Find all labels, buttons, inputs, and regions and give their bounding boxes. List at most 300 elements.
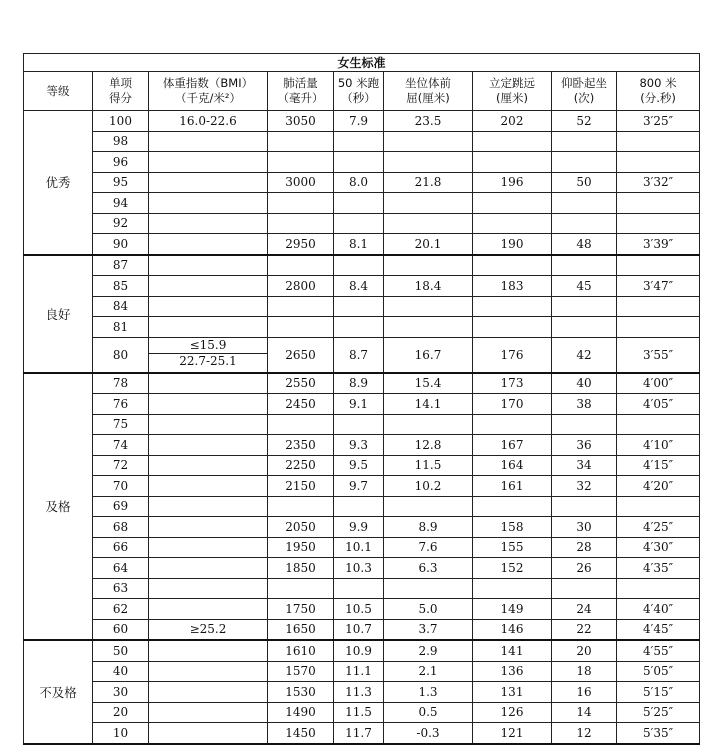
run-800m-cell: 4′05″: [617, 394, 700, 415]
score-cell: 94: [93, 193, 149, 214]
sit-ups-cell: 16: [552, 682, 617, 703]
header-line2: (次): [573, 91, 595, 105]
table-row: [24, 661, 700, 682]
header-run-800m: [617, 72, 700, 111]
run-800m-cell: [617, 152, 700, 173]
run-50m-cell: 8.4: [334, 276, 384, 297]
run-50m-cell: [334, 414, 384, 435]
lung-capacity-cell: 2350: [268, 435, 334, 456]
bmi-cell: [149, 213, 268, 234]
run-50m-cell: 9.7: [334, 476, 384, 497]
lung-capacity-cell: 1650: [268, 619, 334, 640]
run-800m-cell: 4′45″: [617, 619, 700, 640]
bmi-cell: [149, 435, 268, 456]
lung-capacity-cell: [268, 213, 334, 234]
sit-and-reach-cell: 3.7: [384, 619, 473, 640]
header-line1: 体重指数（BMI）: [162, 76, 254, 90]
sit-and-reach-cell: [384, 578, 473, 599]
run-50m-cell: 10.3: [334, 558, 384, 579]
lung-capacity-cell: 2050: [268, 517, 334, 538]
run-50m-cell: 9.5: [334, 455, 384, 476]
sit-and-reach-cell: [384, 193, 473, 214]
run-800m-cell: 5′35″: [617, 723, 700, 744]
sit-ups-cell: 38: [552, 394, 617, 415]
standing-long-jump-cell: 141: [473, 640, 552, 661]
bmi-cell: [149, 640, 268, 661]
bmi-cell: [149, 394, 268, 415]
score-cell: 50: [93, 640, 149, 661]
header-line1: 50 米跑: [337, 76, 380, 90]
run-50m-cell: [334, 131, 384, 152]
sit-ups-cell: [552, 213, 617, 234]
score-cell: 100: [93, 111, 149, 132]
standing-long-jump-cell: [473, 193, 552, 214]
sit-ups-cell: 24: [552, 599, 617, 620]
bmi-cell: [149, 337, 268, 373]
run-800m-cell: 4′10″: [617, 435, 700, 456]
lung-capacity-cell: 1950: [268, 537, 334, 558]
lung-capacity-cell: 2650: [268, 337, 334, 373]
standing-long-jump-cell: [473, 152, 552, 173]
score-cell: 64: [93, 558, 149, 579]
table-row: [24, 317, 700, 338]
sit-ups-cell: [552, 317, 617, 338]
bmi-cell: [149, 255, 268, 276]
sit-ups-cell: [552, 131, 617, 152]
lung-capacity-cell: 1610: [268, 640, 334, 661]
header-line2: （秒）: [341, 91, 376, 105]
sit-and-reach-cell: [384, 414, 473, 435]
table-row: [24, 723, 700, 744]
bmi-cell: [149, 193, 268, 214]
score-cell: 66: [93, 537, 149, 558]
score-cell: 62: [93, 599, 149, 620]
header-bmi: [149, 72, 268, 111]
run-50m-cell: [334, 213, 384, 234]
grade-label: 及格: [24, 373, 93, 641]
bmi-cell: [149, 172, 268, 193]
sit-ups-cell: [552, 578, 617, 599]
run-800m-cell: [617, 213, 700, 234]
header-line1: 800 米: [639, 76, 677, 90]
run-800m-cell: [617, 296, 700, 317]
sit-and-reach-cell: 14.1: [384, 394, 473, 415]
table-row: [24, 296, 700, 317]
standing-long-jump-cell: 173: [473, 373, 552, 394]
header-standing-long-jump: [473, 72, 552, 111]
standing-long-jump-cell: 158: [473, 517, 552, 538]
score-cell: 90: [93, 234, 149, 255]
header-line2: 得分: [109, 91, 132, 105]
lung-capacity-cell: 2150: [268, 476, 334, 497]
bmi-cell: [149, 578, 268, 599]
lung-capacity-cell: [268, 152, 334, 173]
run-800m-cell: [617, 496, 700, 517]
table-row: [24, 682, 700, 703]
run-800m-cell: 4′55″: [617, 640, 700, 661]
sit-ups-cell: 40: [552, 373, 617, 394]
bmi-cell: [149, 702, 268, 723]
sit-ups-cell: 26: [552, 558, 617, 579]
run-800m-cell: [617, 255, 700, 276]
standing-long-jump-cell: 170: [473, 394, 552, 415]
standing-long-jump-cell: 152: [473, 558, 552, 579]
bmi-cell: [149, 723, 268, 744]
sit-and-reach-cell: 11.5: [384, 455, 473, 476]
sit-ups-cell: 32: [552, 476, 617, 497]
lung-capacity-cell: 2550: [268, 373, 334, 394]
sit-and-reach-cell: 12.8: [384, 435, 473, 456]
standing-long-jump-cell: 131: [473, 682, 552, 703]
sit-and-reach-cell: 21.8: [384, 172, 473, 193]
score-cell: 80: [93, 337, 149, 373]
run-800m-cell: 4′20″: [617, 476, 700, 497]
lung-capacity-cell: 3000: [268, 172, 334, 193]
bmi-cell: 16.0-22.6: [149, 111, 268, 132]
sit-ups-cell: [552, 193, 617, 214]
table-row: [24, 152, 700, 173]
sit-and-reach-cell: 8.9: [384, 517, 473, 538]
table-row: [24, 496, 700, 517]
table-row: [24, 455, 700, 476]
table-row: [24, 172, 700, 193]
header-line1: 等级: [46, 83, 70, 98]
run-800m-cell: 3′39″: [617, 234, 700, 255]
run-800m-cell: [617, 317, 700, 338]
header-sit-ups: [552, 72, 617, 111]
lung-capacity-cell: [268, 578, 334, 599]
bmi-cell: ≥25.2: [149, 619, 268, 640]
standing-long-jump-cell: 136: [473, 661, 552, 682]
header-line1: 立定跳远: [489, 76, 535, 90]
sit-and-reach-cell: 23.5: [384, 111, 473, 132]
sit-and-reach-cell: [384, 296, 473, 317]
standing-long-jump-cell: 190: [473, 234, 552, 255]
run-50m-cell: 7.9: [334, 111, 384, 132]
standing-long-jump-cell: [473, 578, 552, 599]
bmi-range-low: ≤15.9: [149, 338, 267, 354]
table-row: [24, 517, 700, 538]
standing-long-jump-cell: 167: [473, 435, 552, 456]
header-line1: 肺活量: [283, 76, 318, 90]
run-800m-cell: 3′32″: [617, 172, 700, 193]
bmi-cell: [149, 276, 268, 297]
sit-ups-cell: 18: [552, 661, 617, 682]
standards-sheet: [23, 53, 699, 745]
bmi-cell: [149, 661, 268, 682]
score-cell: 96: [93, 152, 149, 173]
table-row: [24, 337, 700, 373]
bmi-cell: [149, 476, 268, 497]
score-cell: 68: [93, 517, 149, 538]
standing-long-jump-cell: 161: [473, 476, 552, 497]
score-cell: 78: [93, 373, 149, 394]
lung-capacity-cell: [268, 496, 334, 517]
standing-long-jump-cell: 164: [473, 455, 552, 476]
sit-ups-cell: 48: [552, 234, 617, 255]
standing-long-jump-cell: 202: [473, 111, 552, 132]
table-row: [24, 414, 700, 435]
table-row: [24, 476, 700, 497]
header-sit-and-reach: [384, 72, 473, 111]
table-row: [24, 213, 700, 234]
sit-and-reach-cell: [384, 131, 473, 152]
run-50m-cell: 8.1: [334, 234, 384, 255]
header-line2: (厘米): [496, 91, 528, 105]
lung-capacity-cell: 2950: [268, 234, 334, 255]
table-row: [24, 578, 700, 599]
bmi-cell: [149, 414, 268, 435]
run-800m-cell: 4′15″: [617, 455, 700, 476]
standing-long-jump-cell: [473, 496, 552, 517]
bmi-cell: [149, 455, 268, 476]
score-cell: 30: [93, 682, 149, 703]
run-50m-cell: [334, 317, 384, 338]
run-50m-cell: 9.3: [334, 435, 384, 456]
sit-and-reach-cell: 6.3: [384, 558, 473, 579]
score-cell: 98: [93, 131, 149, 152]
run-800m-cell: 3′55″: [617, 337, 700, 373]
run-50m-cell: [334, 296, 384, 317]
sit-ups-cell: 52: [552, 111, 617, 132]
table-row: [24, 193, 700, 214]
bmi-cell: [149, 682, 268, 703]
sit-and-reach-cell: [384, 213, 473, 234]
run-800m-cell: [617, 193, 700, 214]
run-800m-cell: 4′35″: [617, 558, 700, 579]
lung-capacity-cell: [268, 255, 334, 276]
run-50m-cell: 10.7: [334, 619, 384, 640]
sit-ups-cell: 50: [552, 172, 617, 193]
run-800m-cell: 4′30″: [617, 537, 700, 558]
run-800m-cell: 4′25″: [617, 517, 700, 538]
sit-and-reach-cell: 2.9: [384, 640, 473, 661]
score-cell: 63: [93, 578, 149, 599]
lung-capacity-cell: [268, 317, 334, 338]
header-line2: (分.秒): [640, 91, 676, 105]
sit-ups-cell: 22: [552, 619, 617, 640]
lung-capacity-cell: 1570: [268, 661, 334, 682]
sit-ups-cell: 14: [552, 702, 617, 723]
table-row: [24, 276, 700, 297]
standing-long-jump-cell: [473, 296, 552, 317]
run-50m-cell: [334, 255, 384, 276]
table-row: [24, 537, 700, 558]
sit-and-reach-cell: [384, 317, 473, 338]
lung-capacity-cell: 2250: [268, 455, 334, 476]
bmi-cell: [149, 296, 268, 317]
bmi-cell: [149, 152, 268, 173]
standing-long-jump-cell: [473, 317, 552, 338]
bmi-cell: [149, 537, 268, 558]
sit-and-reach-cell: 15.4: [384, 373, 473, 394]
standing-long-jump-cell: 149: [473, 599, 552, 620]
score-cell: 70: [93, 476, 149, 497]
run-50m-cell: [334, 152, 384, 173]
table-row: [24, 111, 700, 132]
header-score: [93, 72, 149, 111]
score-cell: 75: [93, 414, 149, 435]
lung-capacity-cell: [268, 131, 334, 152]
table-row: [24, 640, 700, 661]
sit-and-reach-cell: [384, 152, 473, 173]
table-row: [24, 702, 700, 723]
run-800m-cell: 4′00″: [617, 373, 700, 394]
sit-ups-cell: [552, 255, 617, 276]
standing-long-jump-cell: [473, 255, 552, 276]
lung-capacity-cell: 1530: [268, 682, 334, 703]
score-cell: 92: [93, 213, 149, 234]
sit-and-reach-cell: 20.1: [384, 234, 473, 255]
bmi-cell: [149, 517, 268, 538]
bmi-cell: [149, 317, 268, 338]
lung-capacity-cell: 1750: [268, 599, 334, 620]
sit-ups-cell: 34: [552, 455, 617, 476]
sit-and-reach-cell: 10.2: [384, 476, 473, 497]
run-800m-cell: 3′47″: [617, 276, 700, 297]
run-50m-cell: 11.5: [334, 702, 384, 723]
header-line2: （毫升）: [277, 91, 324, 105]
sit-ups-cell: [552, 296, 617, 317]
bmi-cell: [149, 373, 268, 394]
lung-capacity-cell: 2450: [268, 394, 334, 415]
bmi-cell: [149, 496, 268, 517]
score-cell: 69: [93, 496, 149, 517]
run-800m-cell: [617, 578, 700, 599]
score-cell: 20: [93, 702, 149, 723]
header-line1: 仰卧起坐: [561, 76, 607, 90]
table-row: [24, 558, 700, 579]
run-50m-cell: [334, 496, 384, 517]
lung-capacity-cell: 1450: [268, 723, 334, 744]
run-800m-cell: 4′40″: [617, 599, 700, 620]
sit-and-reach-cell: [384, 496, 473, 517]
header-line2: 屈(厘米): [406, 91, 450, 105]
score-cell: 60: [93, 619, 149, 640]
run-50m-cell: [334, 578, 384, 599]
bmi-cell: [149, 599, 268, 620]
run-50m-cell: 11.3: [334, 682, 384, 703]
standing-long-jump-cell: 196: [473, 172, 552, 193]
sit-and-reach-cell: 0.5: [384, 702, 473, 723]
run-800m-cell: 3′25″: [617, 111, 700, 132]
grade-label: 不及格: [24, 640, 93, 744]
standing-long-jump-cell: 146: [473, 619, 552, 640]
sit-and-reach-cell: 5.0: [384, 599, 473, 620]
lung-capacity-cell: 1490: [268, 702, 334, 723]
bmi-range-high: 22.7-25.1: [179, 353, 237, 368]
bmi-split: [149, 338, 267, 372]
run-800m-cell: 5′25″: [617, 702, 700, 723]
score-cell: 87: [93, 255, 149, 276]
sit-and-reach-cell: 18.4: [384, 276, 473, 297]
sit-ups-cell: 30: [552, 517, 617, 538]
sit-and-reach-cell: [384, 255, 473, 276]
score-cell: 40: [93, 661, 149, 682]
lung-capacity-cell: [268, 296, 334, 317]
run-50m-cell: 10.1: [334, 537, 384, 558]
standing-long-jump-cell: [473, 213, 552, 234]
sit-ups-cell: [552, 496, 617, 517]
score-cell: 95: [93, 172, 149, 193]
run-50m-cell: 9.1: [334, 394, 384, 415]
lung-capacity-cell: 2800: [268, 276, 334, 297]
bmi-cell: [149, 558, 268, 579]
sit-ups-cell: [552, 152, 617, 173]
sit-ups-cell: [552, 414, 617, 435]
standing-long-jump-cell: 121: [473, 723, 552, 744]
run-50m-cell: 9.9: [334, 517, 384, 538]
table-row: [24, 255, 700, 276]
run-50m-cell: 8.7: [334, 337, 384, 373]
grade-label: 优秀: [24, 111, 93, 255]
run-800m-cell: 5′05″: [617, 661, 700, 682]
sit-ups-cell: 36: [552, 435, 617, 456]
run-50m-cell: 8.9: [334, 373, 384, 394]
header-line2: （千克/米²）: [175, 91, 241, 105]
table-row: [24, 599, 700, 620]
standing-long-jump-cell: 126: [473, 702, 552, 723]
run-800m-cell: 5′15″: [617, 682, 700, 703]
run-50m-cell: 11.7: [334, 723, 384, 744]
female-standards-table: [23, 53, 700, 745]
run-800m-cell: [617, 131, 700, 152]
table-row: [24, 234, 700, 255]
standing-long-jump-cell: 183: [473, 276, 552, 297]
header-line1: 坐位体前: [405, 76, 451, 90]
standing-long-jump-cell: [473, 131, 552, 152]
sit-and-reach-cell: 1.3: [384, 682, 473, 703]
sit-ups-cell: 42: [552, 337, 617, 373]
score-cell: 85: [93, 276, 149, 297]
sit-ups-cell: 45: [552, 276, 617, 297]
standing-long-jump-cell: 176: [473, 337, 552, 373]
run-50m-cell: 8.0: [334, 172, 384, 193]
header-line1: 单项: [109, 76, 132, 90]
run-50m-cell: [334, 193, 384, 214]
lung-capacity-cell: [268, 193, 334, 214]
sit-ups-cell: 28: [552, 537, 617, 558]
score-cell: 81: [93, 317, 149, 338]
lung-capacity-cell: 3050: [268, 111, 334, 132]
header-run-50m: [334, 72, 384, 111]
sit-and-reach-cell: 16.7: [384, 337, 473, 373]
score-cell: 76: [93, 394, 149, 415]
sit-ups-cell: 20: [552, 640, 617, 661]
score-cell: 72: [93, 455, 149, 476]
lung-capacity-cell: [268, 414, 334, 435]
table-row: [24, 394, 700, 415]
table-row: [24, 435, 700, 456]
header-lung-capacity: [268, 72, 334, 111]
grade-label: 良好: [24, 255, 93, 373]
bmi-cell: [149, 131, 268, 152]
lung-capacity-cell: 1850: [268, 558, 334, 579]
standing-long-jump-cell: [473, 414, 552, 435]
table-row: [24, 619, 700, 640]
run-50m-cell: 10.5: [334, 599, 384, 620]
header-grade: [24, 72, 93, 111]
score-cell: 84: [93, 296, 149, 317]
sit-and-reach-cell: 2.1: [384, 661, 473, 682]
table-row: [24, 373, 700, 394]
bmi-cell: [149, 234, 268, 255]
score-cell: 10: [93, 723, 149, 744]
standing-long-jump-cell: 155: [473, 537, 552, 558]
run-800m-cell: [617, 414, 700, 435]
table-title: 女生标准: [24, 54, 700, 72]
table-row: [24, 131, 700, 152]
